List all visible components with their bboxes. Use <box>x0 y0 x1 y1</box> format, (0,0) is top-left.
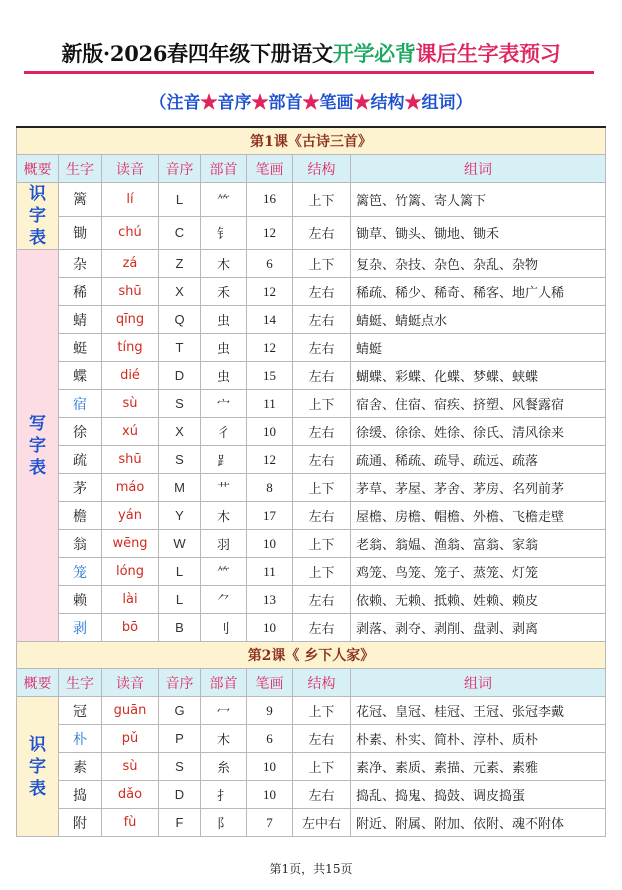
pinyin-cell: wēng <box>102 530 159 558</box>
structure-cell: 左右 <box>293 418 351 446</box>
category-cell <box>17 250 59 642</box>
words-cell: 锄草、锄头、锄地、锄禾 <box>351 216 606 250</box>
subtitle-item: 部首 <box>268 93 303 113</box>
strokes-cell: 7 <box>247 809 293 837</box>
column-header: 部首 <box>201 155 247 183</box>
page-title <box>0 38 622 68</box>
words-cell: 花冠、皇冠、桂冠、王冠、张冠李戴 <box>351 697 606 725</box>
column-header: 结构 <box>293 155 351 183</box>
title-highlight-green: 开学必背 <box>332 41 416 66</box>
strokes-cell: 12 <box>247 446 293 474</box>
letter-cell: S <box>159 753 201 781</box>
words-cell: 徐缓、徐徐、姓徐、徐氏、清风徐来 <box>351 418 606 446</box>
star-icon: ★ <box>200 93 218 113</box>
character-table <box>16 126 606 837</box>
column-header: 笔画 <box>247 669 293 697</box>
pinyin-cell: dié <box>102 362 159 390</box>
title-main: 新版·2026春四年级下册语文 <box>61 41 333 66</box>
pinyin-cell: chú <box>102 216 159 250</box>
char-cell: 蜻 <box>59 306 102 334</box>
star-icon: ★ <box>353 93 371 113</box>
letter-cell: L <box>159 558 201 586</box>
letter-cell: S <box>159 446 201 474</box>
column-header: 读音 <box>102 669 159 697</box>
column-header: 结构 <box>293 669 351 697</box>
letter-cell: P <box>159 725 201 753</box>
structure-cell: 上下 <box>293 474 351 502</box>
column-header: 概要 <box>17 155 59 183</box>
subtitle-item: 音序 <box>217 93 252 113</box>
words-cell: 稀疏、稀少、稀奇、稀客、地广人稀 <box>351 278 606 306</box>
pinyin-cell: shū <box>102 278 159 306</box>
structure-cell: 左右 <box>293 362 351 390</box>
letter-cell: C <box>159 216 201 250</box>
strokes-cell: 14 <box>247 306 293 334</box>
structure-cell: 上下 <box>293 390 351 418</box>
pinyin-cell: tíng <box>102 334 159 362</box>
table-row <box>17 362 606 390</box>
strokes-cell: 10 <box>247 614 293 642</box>
char-cell: 锄 <box>59 216 102 250</box>
table-row <box>17 809 606 837</box>
letter-cell: W <box>159 530 201 558</box>
radical-cell: 木 <box>201 502 247 530</box>
structure-cell: 上下 <box>293 697 351 725</box>
header-row <box>17 669 606 697</box>
words-cell: 附近、附属、附加、依附、魂不附体 <box>351 809 606 837</box>
char-cell: 附 <box>59 809 102 837</box>
words-cell: 素净、素质、素描、元素、素雅 <box>351 753 606 781</box>
words-cell: 蜻蜓 <box>351 334 606 362</box>
lesson-title: 第1课《古诗三首》 <box>17 127 606 155</box>
letter-cell: Z <box>159 250 201 278</box>
words-cell: 屋檐、房檐、帽檐、外檐、飞檐走壁 <box>351 502 606 530</box>
radical-cell: 木 <box>201 250 247 278</box>
letter-cell: Y <box>159 502 201 530</box>
pinyin-cell: bō <box>102 614 159 642</box>
table-row <box>17 474 606 502</box>
column-header: 部首 <box>201 669 247 697</box>
table-row <box>17 753 606 781</box>
strokes-cell: 8 <box>247 474 293 502</box>
words-cell: 宿舍、住宿、宿疾、挤塑、风餐露宿 <box>351 390 606 418</box>
strokes-cell: 12 <box>247 216 293 250</box>
strokes-cell: 6 <box>247 725 293 753</box>
letter-cell: G <box>159 697 201 725</box>
table-row <box>17 183 606 217</box>
strokes-cell: 10 <box>247 418 293 446</box>
char-cell: 茅 <box>59 474 102 502</box>
subtitle-open-paren: （ <box>149 93 167 113</box>
table-row <box>17 446 606 474</box>
table-row <box>17 781 606 809</box>
letter-cell: L <box>159 586 201 614</box>
char-cell: 蝶 <box>59 362 102 390</box>
strokes-cell: 15 <box>247 362 293 390</box>
structure-cell: 上下 <box>293 530 351 558</box>
category-label: 识字表 <box>29 734 46 799</box>
char-cell: 翁 <box>59 530 102 558</box>
letter-cell: M <box>159 474 201 502</box>
radical-cell: 禾 <box>201 278 247 306</box>
table-row <box>17 334 606 362</box>
header-row <box>17 155 606 183</box>
table-row <box>17 725 606 753</box>
column-header: 生字 <box>59 155 102 183</box>
structure-cell: 左右 <box>293 502 351 530</box>
radical-cell: 糸 <box>201 753 247 781</box>
column-header: 概要 <box>17 669 59 697</box>
table-row <box>17 697 606 725</box>
words-cell: 老翁、翁媪、渔翁、富翁、家翁 <box>351 530 606 558</box>
char-cell: 捣 <box>59 781 102 809</box>
star-icon: ★ <box>302 93 320 113</box>
letter-cell: D <box>159 362 201 390</box>
radical-cell: ⺈ <box>201 586 247 614</box>
strokes-cell: 10 <box>247 753 293 781</box>
subtitle-item: 组词 <box>421 93 456 113</box>
category-cell <box>17 183 59 250</box>
title-underline <box>24 71 594 74</box>
letter-cell: X <box>159 418 201 446</box>
strokes-cell: 9 <box>247 697 293 725</box>
char-cell: 宿 <box>59 390 102 418</box>
column-header: 读音 <box>102 155 159 183</box>
table-row <box>17 502 606 530</box>
char-cell: 杂 <box>59 250 102 278</box>
radical-cell: 宀 <box>201 390 247 418</box>
words-cell: 茅草、茅屋、茅舍、茅房、名列前茅 <box>351 474 606 502</box>
structure-cell: 左右 <box>293 306 351 334</box>
letter-cell: S <box>159 390 201 418</box>
radical-cell: 扌 <box>201 781 247 809</box>
char-cell: 蜓 <box>59 334 102 362</box>
subtitle-item: 笔画 <box>319 93 354 113</box>
char-cell: 笼 <box>59 558 102 586</box>
char-cell: 稀 <box>59 278 102 306</box>
pinyin-cell: shū <box>102 446 159 474</box>
radical-cell: ⺮ <box>201 558 247 586</box>
structure-cell: 上下 <box>293 183 351 217</box>
table-row <box>17 418 606 446</box>
words-cell: 捣乱、捣鬼、捣鼓、调皮捣蛋 <box>351 781 606 809</box>
radical-cell: 木 <box>201 725 247 753</box>
strokes-cell: 17 <box>247 502 293 530</box>
pinyin-cell: yán <box>102 502 159 530</box>
letter-cell: F <box>159 809 201 837</box>
table-row <box>17 530 606 558</box>
char-cell: 素 <box>59 753 102 781</box>
letter-cell: L <box>159 183 201 217</box>
radical-cell: 钅 <box>201 216 247 250</box>
char-cell: 檐 <box>59 502 102 530</box>
lesson-title: 第2课《 乡下人家》 <box>17 642 606 669</box>
strokes-cell: 13 <box>247 586 293 614</box>
strokes-cell: 6 <box>247 250 293 278</box>
structure-cell: 左中右 <box>293 809 351 837</box>
structure-cell: 左右 <box>293 781 351 809</box>
words-cell: 剥落、剥夺、剥削、盘剥、剥离 <box>351 614 606 642</box>
radical-cell: 艹 <box>201 474 247 502</box>
pinyin-cell: lài <box>102 586 159 614</box>
pinyin-cell: zá <box>102 250 159 278</box>
letter-cell: X <box>159 278 201 306</box>
subtitle <box>0 88 622 113</box>
pinyin-cell: lí <box>102 183 159 217</box>
table-row <box>17 586 606 614</box>
structure-cell: 左右 <box>293 278 351 306</box>
table-row <box>17 250 606 278</box>
pinyin-cell: lóng <box>102 558 159 586</box>
table-row <box>17 306 606 334</box>
words-cell: 依赖、无赖、抵赖、姓赖、赖皮 <box>351 586 606 614</box>
category-label: 写字表 <box>29 413 46 478</box>
radical-cell: 虫 <box>201 362 247 390</box>
pinyin-cell: qīng <box>102 306 159 334</box>
column-header: 组词 <box>351 669 606 697</box>
char-cell: 赖 <box>59 586 102 614</box>
words-cell: 复杂、杂技、杂色、杂乱、杂物 <box>351 250 606 278</box>
strokes-cell: 12 <box>247 278 293 306</box>
structure-cell: 左右 <box>293 446 351 474</box>
letter-cell: D <box>159 781 201 809</box>
table-row <box>17 558 606 586</box>
pinyin-cell: sù <box>102 753 159 781</box>
star-icon: ★ <box>404 93 422 113</box>
words-cell: 篱笆、竹篱、寄人篱下 <box>351 183 606 217</box>
radical-cell: 冖 <box>201 697 247 725</box>
column-header: 音序 <box>159 669 201 697</box>
subtitle-item: 注音 <box>166 93 201 113</box>
subtitle-close-paren: ） <box>455 93 473 113</box>
category-label: 识字表 <box>29 184 46 248</box>
table-row <box>17 278 606 306</box>
radical-cell: 刂 <box>201 614 247 642</box>
words-cell: 蝴蝶、彩蝶、化蝶、梦蝶、蛱蝶 <box>351 362 606 390</box>
pinyin-cell: máo <box>102 474 159 502</box>
page-footer: 第1页，共15页 <box>269 862 353 876</box>
category-cell <box>17 697 59 837</box>
strokes-cell: 11 <box>247 390 293 418</box>
column-header: 组词 <box>351 155 606 183</box>
pinyin-cell: dǎo <box>102 781 159 809</box>
letter-cell: B <box>159 614 201 642</box>
words-cell: 鸡笼、鸟笼、笼子、蒸笼、灯笼 <box>351 558 606 586</box>
table-row <box>17 216 606 250</box>
structure-cell: 上下 <box>293 753 351 781</box>
strokes-cell: 16 <box>247 183 293 217</box>
words-cell: 蜻蜓、蜻蜓点水 <box>351 306 606 334</box>
structure-cell: 上下 <box>293 250 351 278</box>
radical-cell: ⺮ <box>201 183 247 217</box>
pinyin-cell: sù <box>102 390 159 418</box>
strokes-cell: 10 <box>247 530 293 558</box>
radical-cell: 彳 <box>201 418 247 446</box>
letter-cell: T <box>159 334 201 362</box>
pinyin-cell: fù <box>102 809 159 837</box>
lesson-title-row <box>17 127 606 155</box>
radical-cell: 虫 <box>201 306 247 334</box>
char-cell: 疏 <box>59 446 102 474</box>
strokes-cell: 10 <box>247 781 293 809</box>
char-cell: 冠 <box>59 697 102 725</box>
star-icon: ★ <box>251 93 269 113</box>
strokes-cell: 12 <box>247 334 293 362</box>
radical-cell: 虫 <box>201 334 247 362</box>
words-cell: 疏通、稀疏、疏导、疏远、疏落 <box>351 446 606 474</box>
radical-cell: 羽 <box>201 530 247 558</box>
strokes-cell: 11 <box>247 558 293 586</box>
title-highlight-red: 课后生字表预习 <box>415 41 561 66</box>
words-cell: 朴素、朴实、简朴、淳朴、质朴 <box>351 725 606 753</box>
structure-cell: 左右 <box>293 586 351 614</box>
subtitle-item: 结构 <box>370 93 405 113</box>
table-row <box>17 614 606 642</box>
pinyin-cell: xú <box>102 418 159 446</box>
structure-cell: 左右 <box>293 614 351 642</box>
letter-cell: Q <box>159 306 201 334</box>
lesson-title-row <box>17 642 606 669</box>
pinyin-cell: pǔ <box>102 725 159 753</box>
structure-cell: 左右 <box>293 216 351 250</box>
char-cell: 朴 <box>59 725 102 753</box>
table-row <box>17 390 606 418</box>
char-cell: 剥 <box>59 614 102 642</box>
radical-cell: 阝 <box>201 809 247 837</box>
pinyin-cell: guān <box>102 697 159 725</box>
structure-cell: 左右 <box>293 334 351 362</box>
structure-cell: 左右 <box>293 725 351 753</box>
structure-cell: 上下 <box>293 558 351 586</box>
char-cell: 篱 <box>59 183 102 217</box>
char-cell: 徐 <box>59 418 102 446</box>
column-header: 音序 <box>159 155 201 183</box>
radical-cell: ⻊ <box>201 446 247 474</box>
column-header: 生字 <box>59 669 102 697</box>
column-header: 笔画 <box>247 155 293 183</box>
